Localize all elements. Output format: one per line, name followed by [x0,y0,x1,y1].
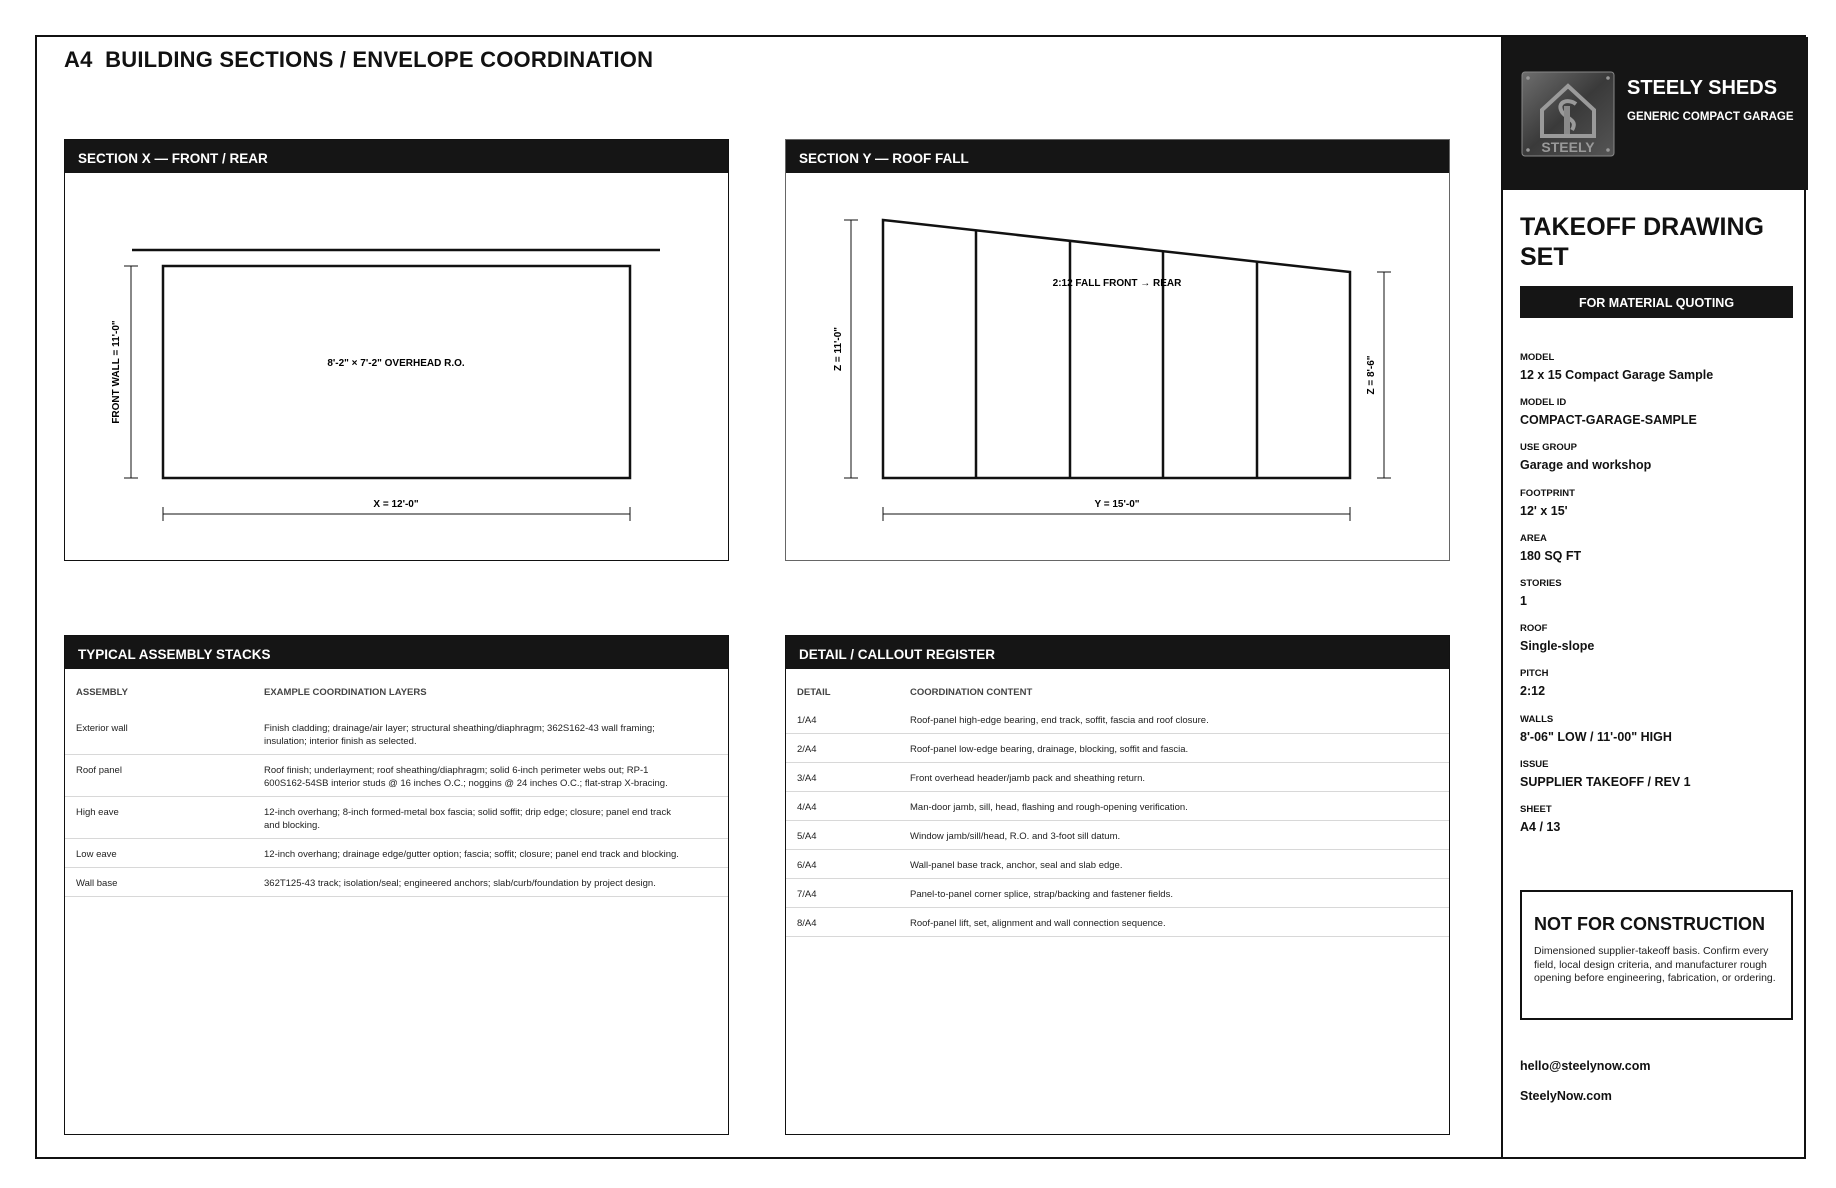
brand-banner [1503,37,1808,190]
detail-col-header: DETAIL [797,687,831,698]
detail-id: 7/A4 [797,889,817,900]
field-value: SUPPLIER TAKEOFF / REV 1 [1520,774,1691,789]
detail-id: 2/A4 [797,744,817,755]
section-y-drawing [786,173,1448,558]
table-row [786,879,1449,908]
assembly-table [65,669,728,897]
field-value: 180 SQ FT [1520,548,1582,563]
field-value: 8'-06" LOW / 11'-00" HIGH [1520,729,1672,744]
detail-content: Front overhead header/jamb pack and sheathing return. [910,773,1146,784]
table-row [786,705,1449,734]
layers-col-header: EXAMPLE COORDINATION LAYERS [264,687,427,698]
field-label: AREA [1520,532,1547,544]
detail-id: 1/A4 [797,715,817,726]
table-row [786,763,1449,792]
project-fields [1520,352,1790,849]
detail-id: 6/A4 [797,860,817,871]
field-area [1520,533,1790,578]
content-col-header: COORDINATION CONTENT [910,687,1033,698]
detail-content: Roof-panel low-edge bearing, drainage, blocking, soffit and fascia. [910,744,1189,755]
detail-id: 5/A4 [797,831,817,842]
assembly-col-header: ASSEMBLY [76,687,128,698]
section-x-drawing [65,173,727,558]
contact-email: hello@steelynow.com [1520,1059,1651,1073]
drawing-sheet [35,35,1806,1159]
sheet-title: A4 BUILDING SECTIONS / ENVELOPE COORDINATION [64,47,654,72]
assembly-layers: 12-inch overhang; 8-inch formed-metal box fascia; solid soffit; drip edge; closure; panel end track and blocking. [264,807,671,831]
assembly-name: Wall base [76,878,118,889]
field-model [1520,352,1790,397]
field-footprint [1520,488,1790,533]
warning-title: NOT FOR CONSTRUCTION [1534,914,1765,934]
table-row [786,734,1449,763]
table-row [65,797,728,839]
detail-id: 8/A4 [797,918,817,929]
field-sheet [1520,804,1790,849]
table-row [786,908,1449,937]
contact-website: SteelyNow.com [1520,1089,1612,1103]
field-value: 1 [1520,593,1527,608]
field-issue [1520,759,1790,804]
detail-table-header [786,669,1449,705]
field-value: 2:12 [1520,684,1546,699]
section-y-heading: SECTION Y — ROOF FALL [786,140,1449,173]
brand-name: STEELY SHEDS [1627,77,1778,99]
field-value: COMPACT-GARAGE-SAMPLE [1520,413,1697,428]
table-row [786,821,1449,850]
field-label: STORIES [1520,577,1562,589]
assembly-layers: Roof finish; underlayment; roof sheathing/diaphragm; solid 6-inch perimeter webs out; RP-1 600S162-54SB interior studs @ 16 inches O.C.; noggins @ 24 inches O.C.; flat-strap X-bracing. [264,765,668,789]
field-value: Garage and workshop [1520,458,1652,473]
left-height-label: Z = 11'-0" [833,326,844,372]
logo-wordmark: STEELY [1541,139,1595,155]
warning-text: Dimensioned supplier-takeoff basis. Confirm every field, local design criteria, and manufacturer rough opening before engineering, fabrication, or ordering. [1534,945,1776,984]
assembly-heading: TYPICAL ASSEMBLY STACKS [65,636,728,669]
field-value: 12 x 15 Compact Garage Sample [1520,368,1714,382]
table-row [786,850,1449,879]
detail-register-heading: DETAIL / CALLOUT REGISTER [786,636,1449,669]
table-row [65,868,728,897]
field-stories [1520,578,1790,623]
assembly-table-header [65,669,728,713]
length-label: Y = 15'-0" [1094,499,1140,510]
section-y-panel [785,139,1450,561]
detail-content: Panel-to-panel corner splice, strap/backing and fastener fields. [910,889,1173,900]
right-height-label: Z = 8'-6" [1366,355,1377,395]
opening-label: 8'-2" × 7'-2" OVERHEAD R.O. [327,358,465,369]
field-label: FOOTPRINT [1520,487,1575,499]
not-for-construction-box [1520,890,1793,1020]
assembly-name: Roof panel [76,765,122,776]
field-use-group [1520,442,1790,487]
detail-id: 3/A4 [797,773,817,784]
section-x-panel [64,139,729,561]
table-row [65,839,728,868]
field-label: SHEET [1520,803,1552,815]
field-label: PITCH [1520,668,1549,680]
table-row [65,755,728,797]
detail-content: Roof-panel high-edge bearing, end track, soffit, fascia and roof closure. [910,715,1209,726]
fall-label: 2:12 FALL FRONT → REAR [1052,278,1182,289]
detail-register-panel [785,635,1450,1135]
detail-register-table [786,669,1449,937]
brand-subtitle: GENERIC COMPACT GARAGE [1627,111,1794,123]
field-pitch [1520,668,1790,713]
assembly-layers: 12-inch overhang; drainage edge/gutter option; fascia; soffit; closure; panel end track and blocking. [264,849,679,860]
field-label: MODEL ID [1520,397,1567,409]
detail-content: Window jamb/sill/head, R.O. and 3-foot sill datum. [910,831,1121,842]
field-label: ROOF [1520,623,1548,635]
assembly-layers: Finish cladding; drainage/air layer; structural sheathing/diaphragm; 362S162-43 wall framing; insulation; interior finish as selected. [264,723,655,747]
table-row [786,792,1449,821]
quoting-badge: FOR MATERIAL QUOTING [1520,286,1793,318]
section-x-heading: SECTION X — FRONT / REAR [65,140,728,173]
drawing-set-title: TAKEOFF DRAWING SET [1520,213,1764,271]
roof-fall-outline [883,220,1350,478]
width-label: X = 12'-0" [373,499,419,510]
field-value: A4 / 13 [1520,819,1561,834]
assembly-name: Exterior wall [76,723,128,734]
detail-id: 4/A4 [797,802,817,813]
assembly-panel [64,635,729,1135]
detail-content: Roof-panel lift, set, alignment and wall connection sequence. [910,918,1166,929]
assembly-name: Low eave [76,849,117,860]
field-label: WALLS [1520,713,1554,725]
height-label: FRONT WALL = 11'-0" [111,320,122,424]
table-row [65,713,728,755]
title-block [1501,37,1808,1157]
field-label: USE GROUP [1520,442,1578,454]
detail-content: Man-door jamb, sill, head, flashing and rough-opening verification. [910,802,1188,813]
field-value: 12' x 15' [1520,503,1568,518]
field-label: ISSUE [1520,758,1549,770]
field-value: Single-slope [1520,639,1595,654]
detail-content: Wall-panel base track, anchor, seal and slab edge. [910,860,1123,871]
overhead-opening [163,266,630,478]
steely-logo [1520,70,1616,158]
field-model-id [1520,397,1790,442]
field-walls [1520,714,1790,759]
field-roof [1520,623,1790,668]
assembly-name: High eave [76,807,119,818]
field-label: MODEL [1520,352,1555,363]
assembly-layers: 362T125-43 track; isolation/seal; engineered anchors; slab/curb/foundation by project design. [264,878,656,889]
